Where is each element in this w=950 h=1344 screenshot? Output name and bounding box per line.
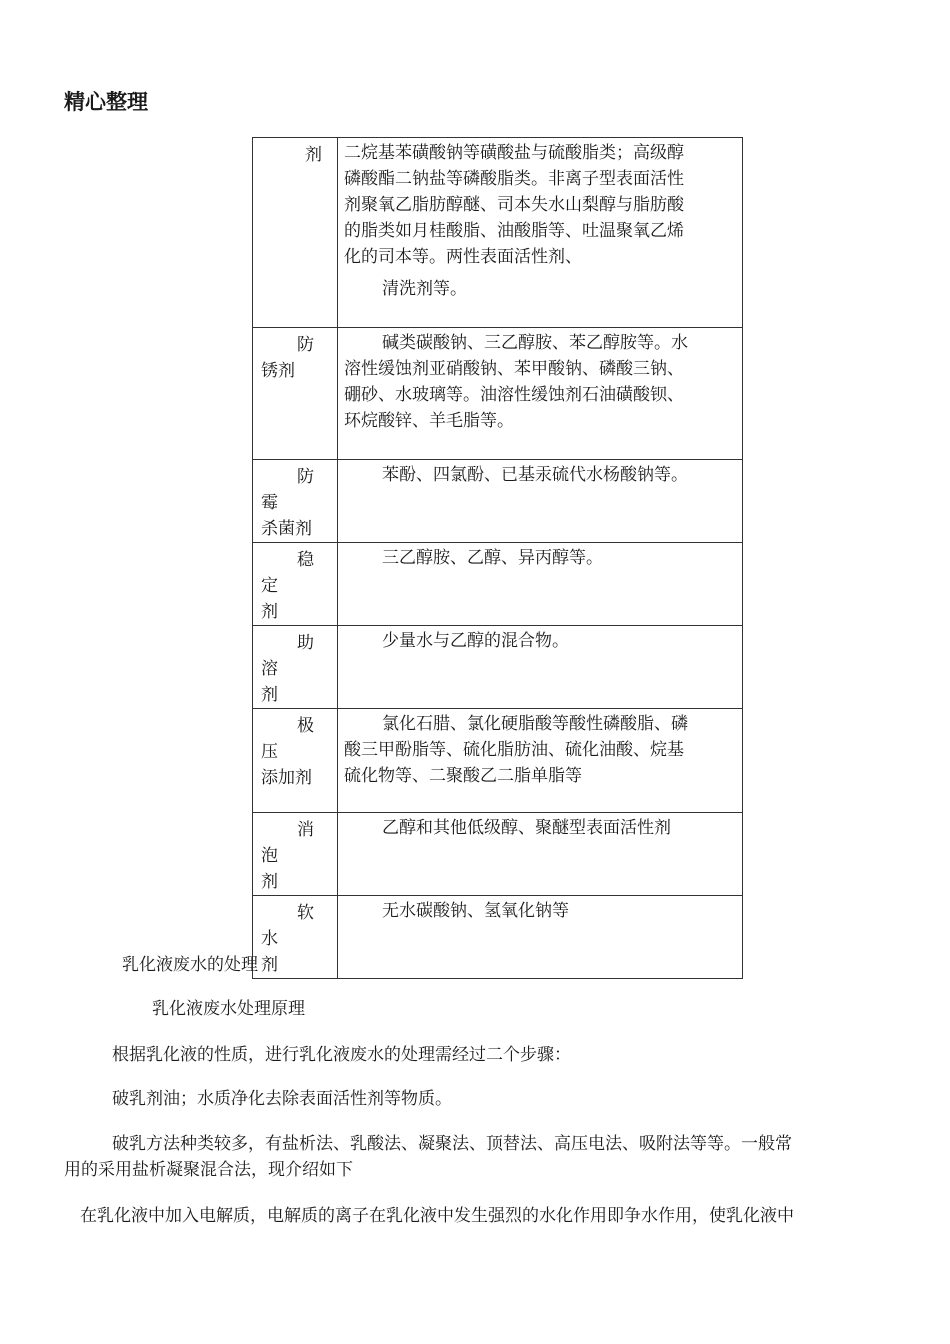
additive-name-first: 防	[297, 335, 314, 355]
paragraph-methods-line2: 用的采用盐析凝聚混合法，现介绍如下	[64, 1160, 353, 1180]
table-row	[208, 460, 743, 543]
table-row	[208, 626, 743, 709]
additive-example-line: 少量水与乙醇的混合物。	[382, 631, 569, 651]
additive-example-line: 剂聚氧乙脂肪醇醚、司本失水山梨醇与脂肪酸	[344, 195, 684, 215]
additive-examples-cell	[338, 896, 743, 979]
additive-name-rest: 水 剂	[261, 929, 278, 975]
additive-examples-cell	[338, 138, 743, 328]
additive-name-first: 剂	[305, 145, 322, 165]
paragraph-step-list: 破乳剂油；水质净化去除表面活性剂等物质。	[112, 1089, 452, 1109]
empty-cell	[208, 626, 253, 709]
empty-cell	[208, 813, 253, 896]
additive-name-cell	[253, 138, 338, 328]
additive-name-cell	[253, 626, 338, 709]
additive-name-first: 防	[297, 467, 314, 487]
table-row	[208, 709, 743, 813]
additive-example-line: 碱类碳酸钠、三乙醇胺、苯乙醇胺等。水	[382, 333, 688, 353]
additive-name-cell	[253, 896, 338, 979]
additive-name-first: 稳	[297, 550, 314, 570]
paragraph-electrolyte: 在乳化液中加入电解质，电解质的离子在乳化液中发生强烈的水化作用即争水作用，使乳化液中	[80, 1206, 794, 1226]
additive-example-line: 无水碳酸钠、氢氧化钠等	[382, 901, 569, 921]
additive-example-line: 氯化石腊、氯化硬脂酸等酸性磷酸脂、磷	[382, 714, 688, 734]
additive-name-rest: 霉 杀菌剂	[261, 493, 312, 539]
additive-example-line: 二烷基苯磺酸钠等磺酸盐与硫酸脂类；高级醇	[344, 143, 684, 163]
additive-examples-cell	[338, 543, 743, 626]
additive-example-line: 化的司本等。两性表面活性剂、	[344, 247, 582, 267]
additive-name	[261, 543, 323, 625]
empty-cell	[208, 328, 253, 460]
additive-name	[261, 328, 323, 384]
additive-example-line: 溶性缓蚀剂亚硝酸钠、苯甲酸钠、磷酸三钠、	[344, 359, 684, 379]
additive-name-cell	[253, 813, 338, 896]
empty-cell	[208, 138, 253, 328]
additive-name-cell	[253, 460, 338, 543]
additive-examples-cell	[338, 328, 743, 460]
paragraph-methods-line1: 破乳方法种类较多，有盐析法、乳酸法、凝聚法、顶替法、高压电法、吸附法等等。一般常	[112, 1134, 792, 1154]
paragraph-steps: 根据乳化液的性质，进行乳化液废水的处理需经过二个步骤：	[112, 1045, 571, 1065]
empty-cell	[208, 460, 253, 543]
additive-name-rest: 溶 剂	[261, 659, 278, 705]
additive-name-rest: 定 剂	[261, 576, 278, 622]
additive-name-rest: 压 添加剂	[261, 742, 312, 788]
additive-name	[261, 896, 323, 978]
subsection-heading: 乳化液废水处理原理	[152, 999, 305, 1019]
additive-name	[261, 709, 323, 791]
empty-cell	[208, 543, 253, 626]
table-row	[208, 328, 743, 460]
additive-example-line: 酸三甲酚脂等、硫化脂肪油、硫化油酸、烷基	[344, 740, 684, 760]
additive-name-first: 消	[297, 820, 314, 840]
table-row	[208, 543, 743, 626]
additive-example-line: 硫化物等、二聚酸乙二脂单脂等	[344, 766, 582, 786]
additive-name-cell	[253, 543, 338, 626]
additive-example-line: 清洗剂等。	[382, 279, 467, 299]
additive-name-first: 软	[297, 903, 314, 923]
additive-examples-cell	[338, 709, 743, 813]
additive-name-rest: 锈剂	[261, 361, 295, 381]
additive-name	[261, 138, 323, 168]
page-header: 精心整理	[64, 90, 148, 114]
additive-example-line: 环烷酸锌、羊毛脂等。	[344, 411, 514, 431]
additive-examples-cell	[338, 460, 743, 543]
additive-example-line: 磷酸酯二钠盐等磷酸脂类。非离子型表面活性	[344, 169, 684, 189]
additive-example-line: 苯酚、四氯酚、已基汞硫代水杨酸钠等。	[382, 465, 688, 485]
additive-name	[261, 813, 323, 895]
additive-example-line: 硼砂、水玻璃等。油溶性缓蚀剂石油磺酸钡、	[344, 385, 684, 405]
additive-name-first: 助	[297, 633, 314, 653]
additive-example-line: 乙醇和其他低级醇、聚醚型表面活性剂	[382, 818, 671, 838]
additive-example-line: 的脂类如月桂酸脂、油酸脂等、吐温聚氧乙烯	[344, 221, 684, 241]
additive-name	[261, 626, 323, 708]
table-row	[208, 138, 743, 328]
additive-example-line: 三乙醇胺、乙醇、异丙醇等。	[382, 548, 603, 568]
additives-table	[208, 137, 743, 979]
additive-name-rest: 泡 剂	[261, 846, 278, 892]
additive-examples-cell	[338, 813, 743, 896]
section-heading: 乳化液废水的处理	[122, 955, 258, 975]
empty-cell	[208, 709, 253, 813]
additive-name-cell	[253, 709, 338, 813]
additive-name	[261, 460, 323, 542]
additive-examples-cell	[338, 626, 743, 709]
table-row	[208, 813, 743, 896]
table-row	[208, 896, 743, 979]
additive-name-first: 极	[297, 716, 314, 736]
additive-name-cell	[253, 328, 338, 460]
